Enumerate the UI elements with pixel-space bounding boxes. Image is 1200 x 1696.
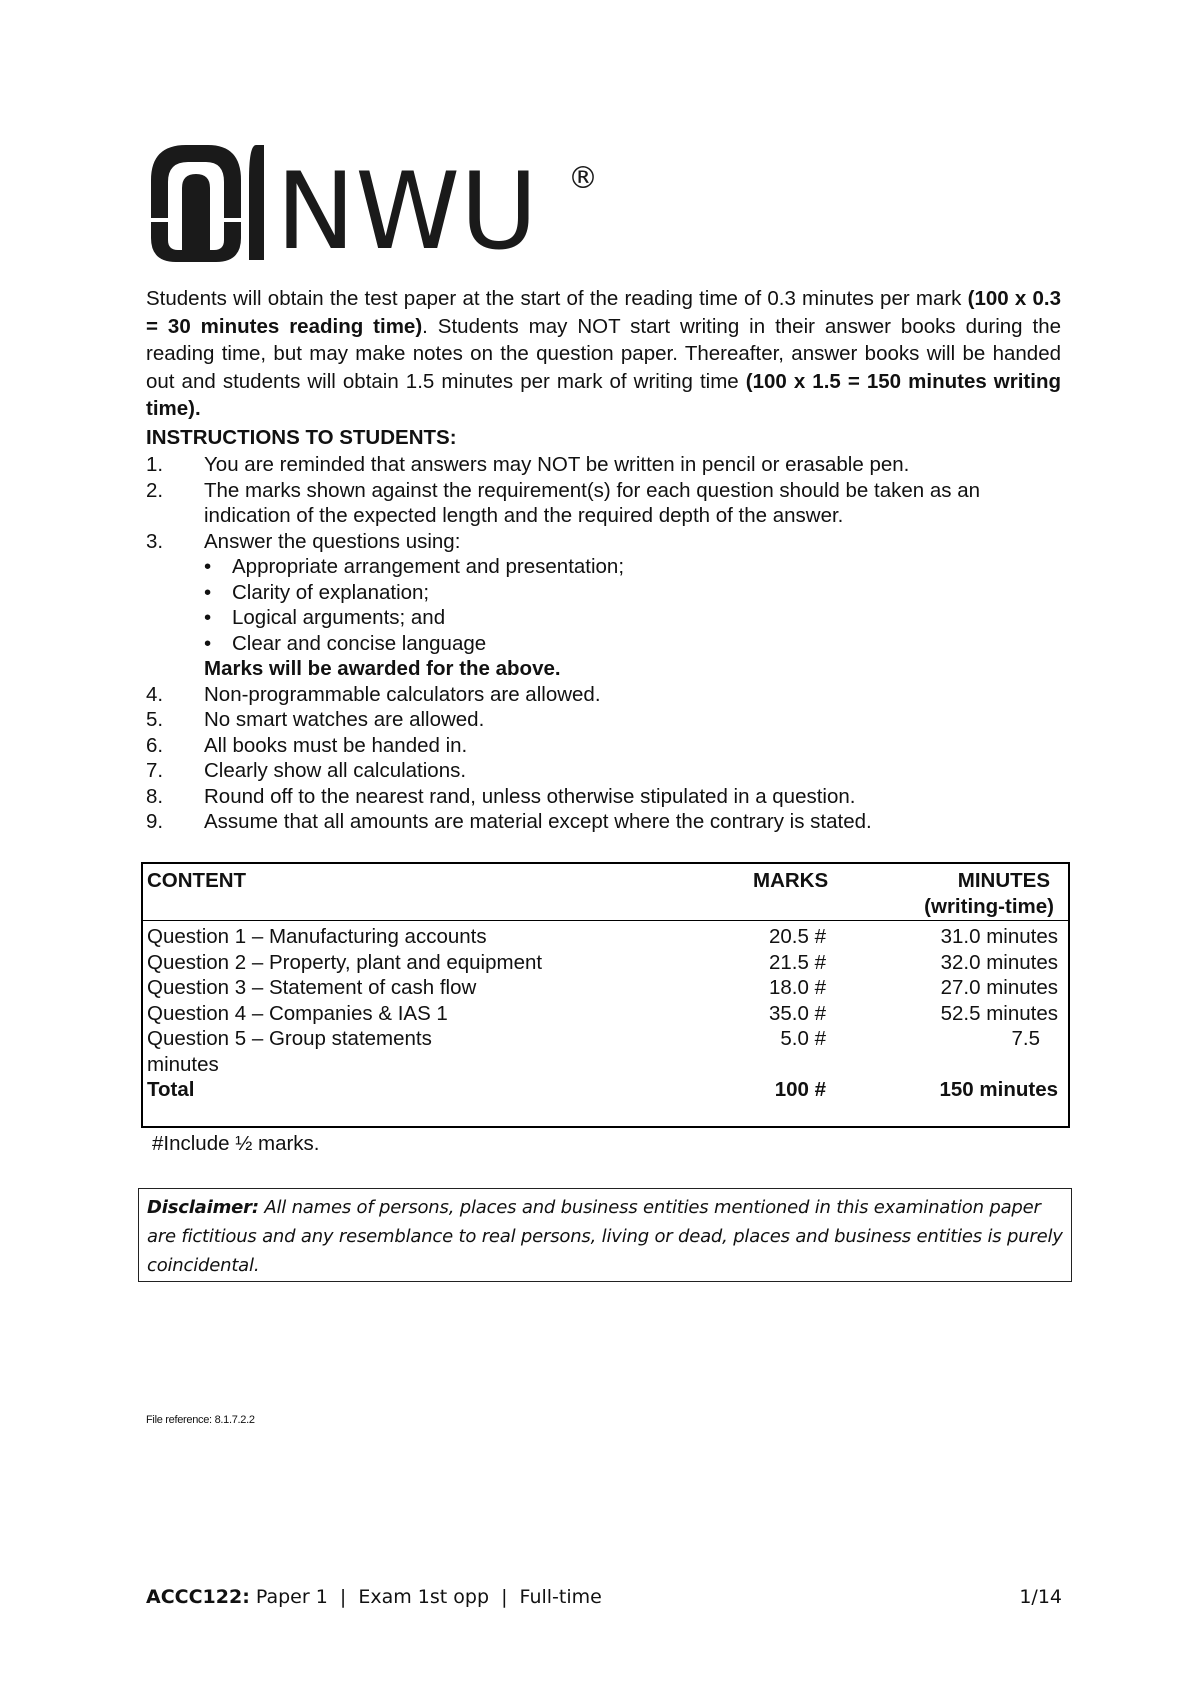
svg-text:®: ® — [568, 161, 598, 196]
marks-cell: 18.0 # — [769, 976, 826, 999]
nwu-logo — [146, 140, 606, 265]
instruction-number: 4. — [146, 682, 164, 706]
instruction-number: 2. — [146, 478, 164, 502]
bullet-glyph: • — [204, 580, 212, 604]
intro-writing-time: (100 x 1.5 = 150 minutes writing time). — [146, 369, 1061, 420]
page-number: 1/14 — [1019, 1586, 1062, 1608]
instruction-item — [146, 478, 1066, 529]
minutes-cell: 52.5 minutes — [940, 1001, 1058, 1025]
header-minutes — [924, 868, 1054, 919]
table-row-total — [143, 1077, 1068, 1103]
marks-cell: 5.0 # — [780, 1027, 826, 1050]
answer-criteria-list — [204, 554, 1066, 656]
instructions-title: INSTRUCTIONS TO STUDENTS: — [146, 426, 457, 449]
instruction-text: All books must be handed in. — [204, 733, 468, 757]
page-footer — [146, 1586, 1062, 1608]
instruction-text: Non-programmable calculators are allowed. — [204, 682, 601, 706]
criteria-item — [204, 631, 1066, 657]
content-table-header — [143, 864, 1068, 921]
question-cell: Question 3 – Statement of cash flow — [147, 976, 477, 999]
instruction-item — [146, 733, 1066, 759]
question-cell: Question 4 – Companies & IAS 1 — [147, 1001, 448, 1025]
disclaimer-label: Disclaimer: — [147, 1197, 259, 1218]
criteria-item — [204, 605, 1066, 631]
bullet-glyph: • — [204, 631, 212, 655]
instruction-text: No smart watches are allowed. — [204, 708, 485, 731]
instruction-text: Clearly show all calculations. — [204, 759, 467, 782]
intro-text-2: . Students may NOT start writing in their answer books during the reading time, but may make notes on the question paper. Thereafter, answer books will be handed out and students will obtain 1.5 minutes per mark of writing time — [146, 314, 1061, 393]
intro-reading-time: (100 x 0.3 = 30 minutes reading time) — [146, 287, 1061, 338]
header-minutes-label: MINUTES — [957, 869, 1050, 892]
nwu-logo-mark — [146, 140, 606, 265]
marks-cell: 21.5 # — [769, 950, 826, 974]
instruction-text: Round off to the nearest rand, unless otherwise stipulated in a question. — [204, 784, 856, 808]
table-row — [143, 1001, 1068, 1027]
total-label: Total — [147, 1078, 195, 1101]
header-minutes-sub: (writing-time) — [924, 894, 1054, 918]
instruction-item — [146, 682, 1066, 708]
header-content: CONTENT — [147, 869, 247, 892]
instruction-number: 1. — [146, 453, 164, 476]
marks-cell: 35.0 # — [769, 1001, 826, 1025]
marks-cell: 20.5 # — [769, 925, 826, 948]
instruction-item — [146, 707, 1066, 733]
half-marks-footnote: #Include ½ marks. — [152, 1132, 320, 1155]
instruction-number: 5. — [146, 708, 164, 731]
bullet-glyph: • — [204, 606, 212, 629]
instruction-item — [146, 529, 1066, 682]
instruction-number: 6. — [146, 733, 164, 757]
minutes-cell: 7.5 — [1011, 1027, 1040, 1050]
table-row-wrap — [143, 1052, 1068, 1078]
table-row — [143, 924, 1068, 950]
instruction-number: 9. — [146, 810, 164, 833]
intro-paragraph — [146, 285, 1061, 423]
question-cell: Question 1 – Manufacturing accounts — [147, 925, 487, 948]
paper-details: Paper 1 | Exam 1st opp | Full-time — [255, 1586, 602, 1608]
criteria-text: Logical arguments; and — [232, 606, 446, 629]
file-reference: File reference: 8.1.7.2.2 — [146, 1414, 255, 1426]
instruction-text: The marks shown against the requirement(s) for each question should be taken as an indication of the expected length and the required depth of the answer. — [204, 478, 981, 527]
instruction-text: Answer the questions using: — [204, 529, 461, 553]
content-table — [141, 862, 1070, 1128]
instruction-item — [146, 758, 1066, 784]
criteria-text: Clarity of explanation; — [232, 580, 430, 604]
instruction-number: 8. — [146, 784, 164, 808]
instruction-item — [146, 809, 1066, 835]
instruction-number: 3. — [146, 529, 164, 553]
intro-text-1: Students will obtain the test paper at the start of the reading time of 0.3 minutes per mark — [146, 287, 962, 310]
total-minutes: 150 minutes — [939, 1078, 1058, 1101]
content-table-body — [143, 924, 1068, 1103]
instruction-text: Assume that all amounts are material except where the contrary is stated. — [204, 810, 872, 833]
criteria-text: Appropriate arrangement and presentation; — [232, 555, 625, 578]
svg-text:NWU: NWU — [276, 150, 538, 265]
wrapped-minutes-text: minutes — [147, 1052, 219, 1076]
header-marks: MARKS — [753, 869, 829, 892]
table-row — [143, 1026, 1068, 1052]
instruction-text: You are reminded that answers may NOT be written in pencil or erasable pen. — [204, 453, 910, 476]
total-marks: 100 # — [774, 1078, 826, 1101]
instruction-item — [146, 784, 1066, 810]
question-cell: Question 2 – Property, plant and equipment — [147, 950, 543, 974]
criteria-text: Clear and concise language — [232, 631, 487, 655]
disclaimer-box — [138, 1188, 1072, 1282]
instruction-number: 7. — [146, 759, 164, 782]
question-cell: Question 5 – Group statements — [147, 1027, 432, 1050]
disclaimer-text: All names of persons, places and business entities mentioned in this examination paper are fictitious and any resemblance to real persons, living or dead, places and business entities is purely coincidental. — [147, 1197, 1063, 1276]
course-code: ACCC122: — [146, 1586, 250, 1608]
marks-note: Marks will be awarded for the above. — [204, 657, 561, 680]
criteria-item — [204, 554, 1066, 580]
footer-left — [146, 1586, 602, 1608]
instruction-item — [146, 452, 1066, 478]
minutes-cell: 27.0 minutes — [940, 976, 1058, 999]
bullet-glyph: • — [204, 555, 212, 578]
minutes-cell: 31.0 minutes — [940, 925, 1058, 948]
table-row — [143, 975, 1068, 1001]
table-row — [143, 950, 1068, 976]
criteria-item — [204, 580, 1066, 606]
instructions-list — [146, 452, 1066, 835]
minutes-cell: 32.0 minutes — [940, 950, 1058, 974]
